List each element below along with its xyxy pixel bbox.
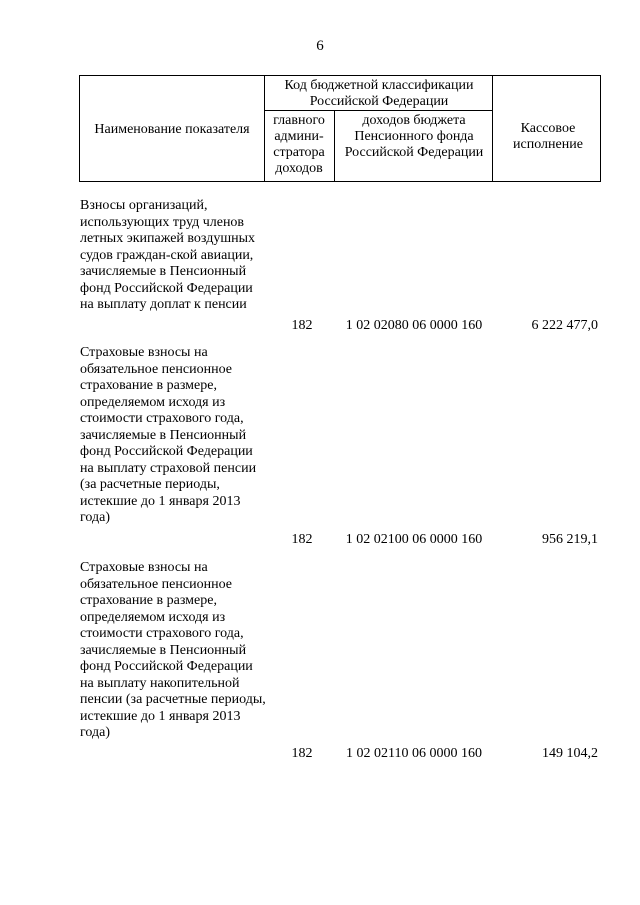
row-3-name: Страховые взносы на обязательное пенсионное страхование в размере, определяемом исходя из стоимости страхового года, зачисляемые в Пенсионный фонд Российской Федерации на выплату накопительной пенсии (за расчетные периоды, истекшие до 1 января 2013 года) bbox=[80, 560, 266, 740]
row-2-admin-code: 182 bbox=[291, 532, 313, 547]
header-name-col: Наименование показателя bbox=[94, 122, 250, 137]
row-3-admin-code: 182 bbox=[291, 746, 313, 761]
row-1-name: Взносы организаций, использующих труд членов летных экипажей воздушных судов граждан-ской авиации, зачисляемые в Пенсионный фонд Российской Федерации на выплату доплат к пенсии bbox=[80, 198, 256, 312]
header-admin-col: главного админи-стратора доходов bbox=[273, 113, 325, 176]
row-1-amount: 6 222 477,0 bbox=[531, 318, 598, 333]
header-divider-name bbox=[264, 75, 265, 182]
header-left-border bbox=[79, 75, 80, 182]
row-3-amount: 149 104,2 bbox=[542, 746, 598, 761]
header-group-underline bbox=[264, 110, 493, 111]
header-kbk-col: доходов бюджета Пенсионного фонда Российской Федерации bbox=[344, 113, 484, 160]
row-1-admin-code: 182 bbox=[291, 318, 313, 333]
header-code-group: Код бюджетной классификации Российской Федерации bbox=[284, 78, 474, 109]
header-right-border bbox=[600, 75, 601, 182]
row-2-name: Страховые взносы на обязательное пенсионное страхование в размере, определяемом исходя из стоимости страхового года, зачисляемые в Пенсионный фонд Российской Федерации на выплату страховой пенсии (за расчетные периоды, истекшие до 1 января 2013 года) bbox=[80, 345, 257, 525]
header-divider-admin bbox=[334, 110, 335, 182]
page-number: 6 bbox=[316, 38, 324, 54]
row-2-kbk-code: 1 02 02100 06 0000 160 bbox=[345, 532, 483, 547]
header-amount-col: Кассовое исполнение bbox=[513, 121, 583, 152]
row-3-kbk-code: 1 02 02110 06 0000 160 bbox=[346, 746, 482, 761]
row-1-kbk-code: 1 02 02080 06 0000 160 bbox=[345, 318, 483, 333]
row-2-amount: 956 219,1 bbox=[542, 532, 598, 547]
header-divider-code bbox=[492, 75, 493, 182]
header-top-border bbox=[79, 75, 601, 76]
header-bottom-border bbox=[79, 181, 601, 182]
